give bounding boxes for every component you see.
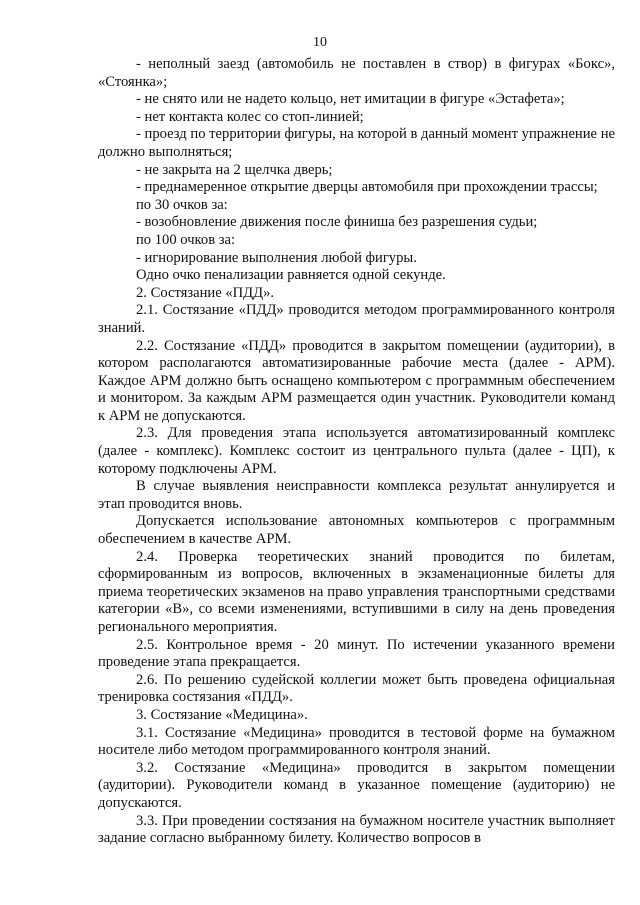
paragraph: по 30 очков за: <box>136 196 228 213</box>
paragraph: 3.1. Состязание «Медицина» проводится в тестовой форме на бумажном носителе либо методом программированного контроля знаний. <box>98 724 615 759</box>
paragraph: 2.3. Для проведения этапа используется автоматизированный комплекс (далее - комплекс). Комплекс состоит из центрального пульта (далее - ЦП), к которому подключены АРМ. <box>98 425 615 477</box>
paragraph: - нет контакта колес со стоп-линией; <box>136 108 364 125</box>
document-body <box>98 56 615 848</box>
section-heading: 2. Состязание «ПДД». <box>136 284 275 301</box>
paragraph: 3.2. Состязание «Медицина» проводится в закрытом помещении (аудитории). Руководители команд в указанное помещение (аудиторию) не допускаются. <box>98 759 615 811</box>
paragraph: 3.3. При проведении состязания на бумажном носителе участник выполняет задание согласно выбранному билету. Количество вопросов в <box>98 812 615 847</box>
paragraph: 2.5. Контрольное время - 20 минут. По истечении указанного времени проведение этапа прекращается. <box>98 636 615 671</box>
paragraph: - проезд по территории фигуры, на которой в данный момент упражнение не должно выполняться; <box>98 126 615 160</box>
paragraph: по 100 очков за: <box>136 231 236 248</box>
paragraph: 2.6. По решению судейской коллегии может быть проведена официальная тренировка состязания «ПДД». <box>98 671 615 706</box>
paragraph: - неполный заезд (автомобиль не поставлен в створ) в фигурах «Бокс», «Стоянка»; <box>98 56 615 90</box>
section-heading: 3. Состязание «Медицина». <box>136 706 308 723</box>
paragraph: Одно очко пенализации равняется одной секунде. <box>136 267 446 284</box>
paragraph: 2.1. Состязание «ПДД» проводится методом программированного контроля знаний. <box>98 302 615 336</box>
paragraph: 2.4. Проверка теоретических знаний проводится по билетам, сформированным из вопросов, включенных в экзаменационные билеты для приема теоретических экзаменов на право управления транспортными средствами категории «В», со всеми изменениями, вступившими в силу на день проведения регионального мероприятия. <box>98 548 615 635</box>
paragraph: - не снято или не надето кольцо, нет имитации в фигуре «Эстафета»; <box>136 91 565 108</box>
paragraph: В случае выявления неисправности комплекса результат аннулируется и этап проводится вновь. <box>98 478 615 512</box>
paragraph: 2.2. Состязание «ПДД» проводится в закрытом помещении (аудитории), в котором располагаются автоматизированные рабочие места (далее - АРМ). Каждое АРМ должно быть оснащено компьютером с программным обеспечением и монитором. За каждым АРМ размещается один участник. Руководители команд к АРМ не допускаются. <box>98 337 615 424</box>
paragraph: - преднамеренное открытие дверцы автомобиля при прохождении трассы; <box>136 179 598 196</box>
page-number: 10 <box>313 35 327 50</box>
paragraph: - возобновление движения после финиша без разрешения судьи; <box>136 214 538 231</box>
paragraph: - игнорирование выполнения любой фигуры. <box>136 249 417 266</box>
paragraph: Допускается использование автономных компьютеров с программным обеспечением в качестве АРМ. <box>98 513 615 548</box>
paragraph: - не закрыта на 2 щелчка дверь; <box>136 161 333 178</box>
